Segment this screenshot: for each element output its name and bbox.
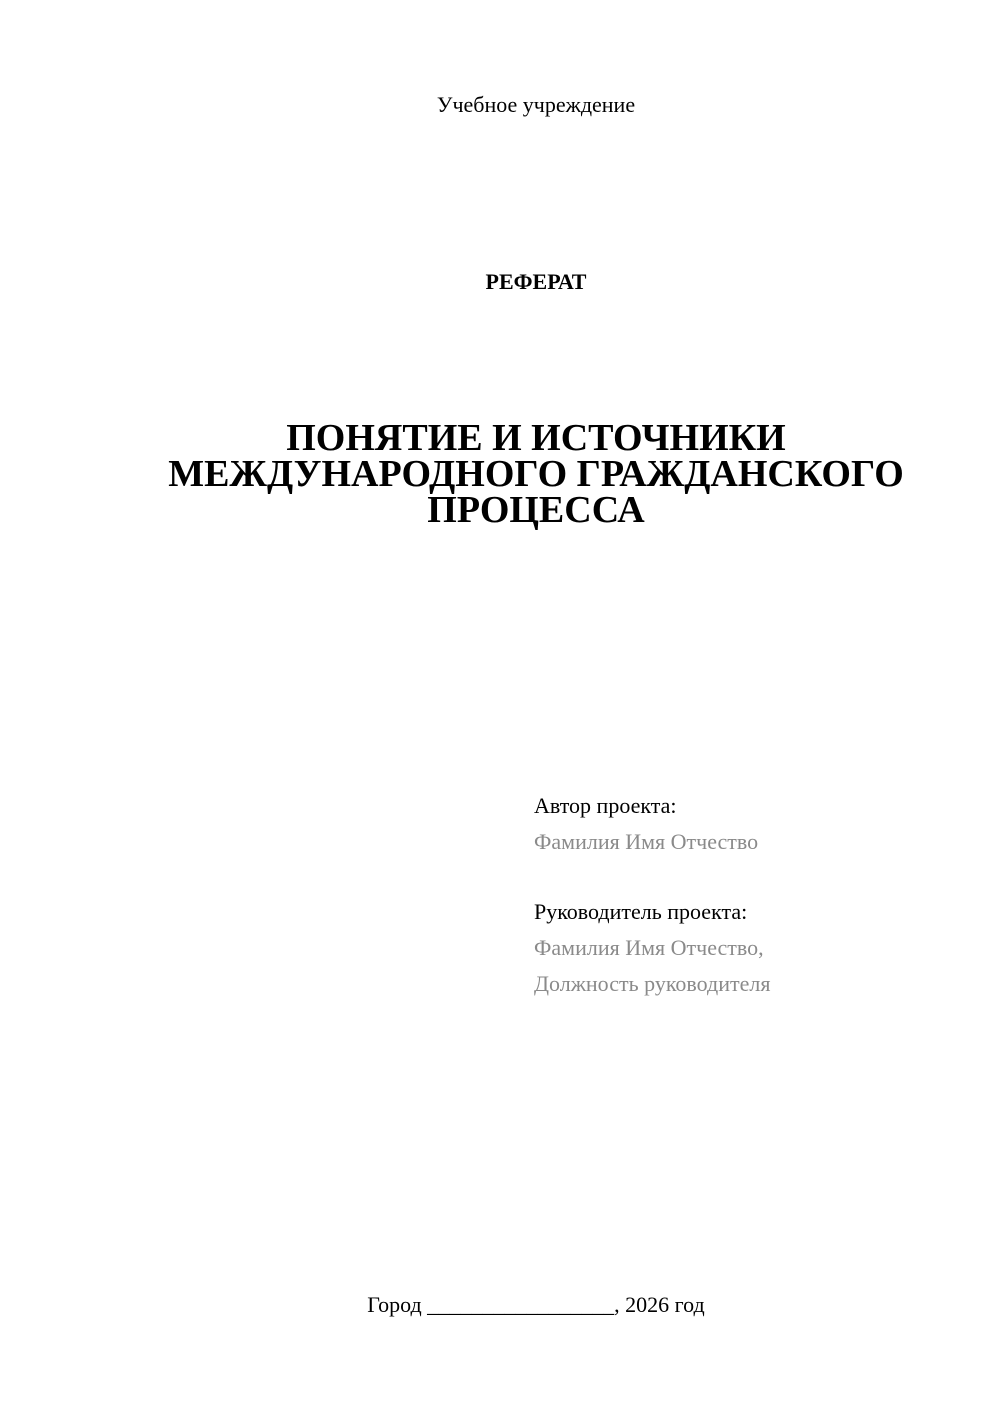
city-year-line: Город _________________, 2026 год	[367, 1292, 705, 1317]
author-label: Автор проекта:	[534, 793, 677, 818]
title-line-3: ПРОЦЕССА	[427, 489, 645, 531]
author-name: Фамилия Имя Отчество	[534, 829, 759, 854]
credits-block	[534, 788, 974, 1002]
institution-name: Учебное учреждение	[436, 92, 636, 117]
document-title	[100, 417, 972, 531]
document-type: РЕФЕРАТ	[485, 269, 587, 294]
supervisor-label: Руководитель проекта:	[534, 899, 748, 924]
supervisor-name: Фамилия Имя Отчество,	[534, 935, 764, 960]
supervisor-position: Должность руководителя	[534, 971, 771, 996]
title-line-2: МЕЖДУНАРОДНОГО ГРАЖДАНСКОГО	[168, 453, 904, 495]
title-line-1: ПОНЯТИЕ И ИСТОЧНИКИ	[286, 417, 786, 459]
